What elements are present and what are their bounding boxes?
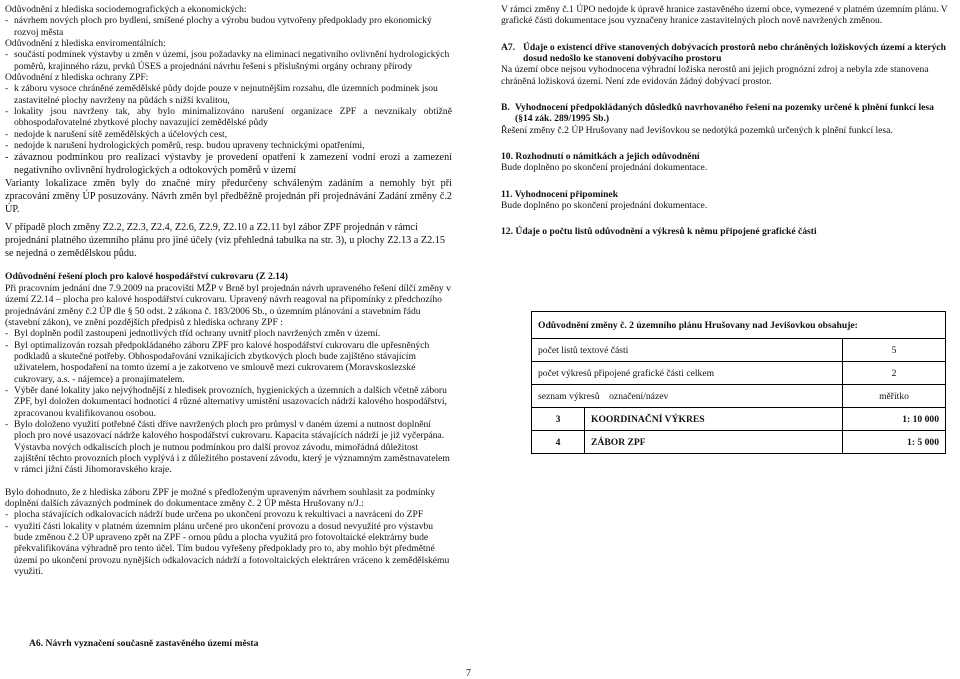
table-header-row xyxy=(532,312,946,339)
section-11-title: 11. Vyhodnocení připomínek xyxy=(501,188,619,200)
table-header: Odůvodnění změny č. 2 územního plánu Hrušovany nad Jevišovkou obsahuje: xyxy=(532,312,946,339)
table-cell: KOORDINAČNÍ VÝKRES xyxy=(585,408,843,431)
list-item: - plocha stávajících odkalovacích nádrží bude určena po ukončení provozu k rekultivaci a navrácení do ZPF xyxy=(5,509,424,521)
table-cell: seznam výkresů označení/název xyxy=(532,385,843,408)
zpf-heading: Odůvodnění z hlediska ochrany ZPF: xyxy=(5,72,149,84)
table-cell: počet výkresů připojené grafické části celkem xyxy=(532,362,843,385)
list-item: - Byl doplněn podíl zastoupení jednotlivých tříd ochrany uvnitř ploch navržených změn v území. xyxy=(5,328,381,340)
list-item: - nedojde k narušení sítě zemědělských a účelových cest, xyxy=(5,128,228,140)
list-item: - Výběr dané lokality jako nejvýhodnější z hledisek provozních, hygienických a územních a dalších včetně záboru ZPF, byl doložen dokumentací hodnotící 4 různé alternativy umístění usazovacích nádrží kalového hospodářství, zpracovanou kvalifikovanou osobou. xyxy=(5,384,447,419)
section-12-title: 12. Údaje o počtu listů odůvodnění a výkresů k němu připojené grafické části xyxy=(501,226,817,238)
table-cell: 3 xyxy=(532,408,585,431)
right-column xyxy=(501,4,951,238)
table-row xyxy=(532,385,946,408)
list-item: - k záboru vysoce chráněné zemědělské půdy dojde pouze v nejnutnějším rozsahu, dle územních podmínek jsou zastavitelné plochy navrženy na půdách s nižší kvalitou, xyxy=(5,83,438,106)
table-cell: 4 xyxy=(532,431,585,454)
table-cell: 5 xyxy=(843,339,946,362)
env-heading: Odůvodnění z hlediska enviromentálních: xyxy=(5,38,166,50)
figure-caption: A6. Návrh vyznačení současně zastavěného území města xyxy=(29,638,259,649)
b-heading: B. Vyhodnocení předpokládaných důsledků navrhovaného řešení na pozemky určené k plnění funkcí lesa (§14 zák. 289/1995 Sb.) xyxy=(501,102,934,125)
table-cell: měřítko xyxy=(843,385,946,408)
plochy-paragraph: V případě ploch změny Z2.2, Z2.3, Z2.4, Z2.6, Z2.9, Z2.10 a Z2.11 byl zábor ZPF projednán v rámci projednání platného územního plánu pro jiné účely (viz přehledná tabulka na str. 3), u plochy Z2.13 a Z2.15 se nejedná o zemědělskou půdu. xyxy=(5,222,445,260)
list-item: - závaznou podmínkou pro realizaci výstavby je provedení opatření k zamezení vodní erozi a zamezení negativního ovlivnění hydrologických a odtokových poměrů v území xyxy=(5,152,452,177)
list-item: - nedojde k narušení hydrologických poměrů, resp. budou upraveny technickými opatřeními, xyxy=(5,140,365,152)
section-11-text: Bude doplněno po skončení projednání dokumentace. xyxy=(501,200,708,212)
list-item: - součástí podmínek výstavby u změn v území, jsou požadavky na eliminaci negativního ovlivnění hydrologických poměrů, krajinného rázu, prvků ÚSES a projednání návrhu řešení s příslušnými orgány ochrany přírody xyxy=(5,49,450,72)
table-cell: 2 xyxy=(843,362,946,385)
table-cell: počet listů textové části xyxy=(532,339,843,362)
section-10-text: Bude doplněno po skončení projednání dokumentace. xyxy=(501,162,708,174)
section-10-title: 10. Rozhodnutí o námitkách a jejich odůvodnění xyxy=(501,151,700,163)
kal-outro: Bylo dohodnuto, že z hlediska záboru ZPF je možné s předloženým upraveným návrhem souhlasit za podmínky doplnění dalších závazných podmínek do dokumentace změny č. 2 ÚP města Hrušovany n/J.: xyxy=(5,486,436,509)
a7-heading: A7. Údaje o existenci dříve stanovených dobývacích prostorů nebo chráněných ložiskových území a kterých dosud nedošlo ke stanovení dobývacího prostoru xyxy=(501,41,947,65)
left-column xyxy=(5,4,452,577)
table-cell: ZÁBOR ZPF xyxy=(585,431,843,454)
kal-heading: Odůvodnění řešení ploch pro kalové hospodářství cukrovaru (Z 2.14) xyxy=(5,271,288,283)
table-row xyxy=(532,339,946,362)
list-item: - návrhem nových ploch pro bydlení, smíšené plochy a výrobu budou vytvořeny předpoklady pro ekonomický rozvoj města xyxy=(5,15,432,38)
top-paragraph: V rámci změny č.1 ÚPO nedojde k úpravě hranice zastavěného území obce, vymezené v platném územním plánu. V grafické části dokumentace jsou vyznačeny hranice zastavitelných ploch nově navržených změnou. xyxy=(501,4,948,27)
table-cell: 1: 10 000 xyxy=(843,408,946,431)
b-text: Řešení změny č.2 ÚP Hrušovany nad Jevišovkou se nedotýká pozemků určených k plnění funkcí lesa. xyxy=(501,124,893,136)
page-number: 7 xyxy=(466,668,471,679)
summary-table xyxy=(531,311,946,454)
list-item: - lokality jsou navrženy tak, aby bylo minimalizováno narušení organizace ZPF a nevznikaly obtížně obhospodařovatelné zbytkové plochy navazující zemědělské půdy xyxy=(5,106,452,129)
table-cell: 1: 5 000 xyxy=(843,431,946,454)
list-item: - využití části lokality v platném územním plánu určené pro ukončení provozu a dosud nevyužité pro výstavbu bude změnou č.2 ÚP upraveno zpět na ZPF - ornou půdu a plocha využitá pro fotovoltaické elektrárny bude překvalifikována výhradně pro tento účel. Tím budou vyřešeny předpoklady pro to, aby mohlo být předmětné území po ukončení provozu nynějších odkalovacích nádrží a fotovoltaických elektráren vráceno k zemědělskému využití. xyxy=(5,520,450,578)
kal-intro: Při pracovním jednání dne 7.9.2009 na pracovišti MŽP v Brně byl projednán návrh upraveného řešení dílčí změny v území Z2.14 – plocha pro kalové hospodářství cukrovaru. Upravený návrh reagoval na připomínky z předchozího projednávání změny č.2 ÚP dle § 50 odst. 2 zákona č. 183/2006 Sb., o územním plánování a stavebním řádu (stavební zákon), ve znění pozdějších předpisů z hlediska ochrany ZPF : xyxy=(5,282,451,328)
table-row xyxy=(532,408,946,431)
a7-text: Na území obce nejsou vyhodnocena výhradní ložiska nerostů ani jejich prognózní zdroj a nebyla zde stanovena chráněná ložisková území. Není zde evidován žádný dobývací prostor. xyxy=(501,64,929,87)
socio-heading: Odůvodnění z hlediska sociodemografických a ekonomických: xyxy=(5,4,247,15)
table-row xyxy=(532,362,946,385)
list-item: - Bylo doloženo využití potřebné části dříve navržených ploch pro průmysl v daném území a nutnost doplnění ploch pro nové usazovací nádrže kalového hospodářství cukrovaru. Kapacita stávajících nádrží je již vyčerpána. Výstavba nových odkaliscích ploch je nutnou podmínkou pro další provoz závodu, mimořádná důležitost zajištění těchto provozních ploch vyplývá i z důležitého postavení závodu, který je významným zaměstnavatelem v rámci jižní části Jihomoravského kraje. xyxy=(5,418,450,476)
variants-paragraph: Varianty lokalizace změn byly do značné míry předurčeny schváleným zadáním a nemohly být při zpracování změny ÚP posuzovány. Návrh změn byl předběžně projednán při projednávání Zadání změny č.2 ÚP. xyxy=(5,178,452,216)
table-row xyxy=(532,431,946,454)
list-item: - Byl optimalizován rozsah předpokládaného záboru ZPF pro kalové hospodářství cukrovaru dle upřesněných podkladů a skutečné potřeby. Obhospodařování vznikajících zbytkových ploch bude zajištěno stávajícím uživatelem, hospodaření na tomto území a je zakotveno ve smlouvě mezi cukrovarem (Moravskoslezské cukrovary, a.s. - nájemce) a pronajímatelem. xyxy=(5,339,430,385)
